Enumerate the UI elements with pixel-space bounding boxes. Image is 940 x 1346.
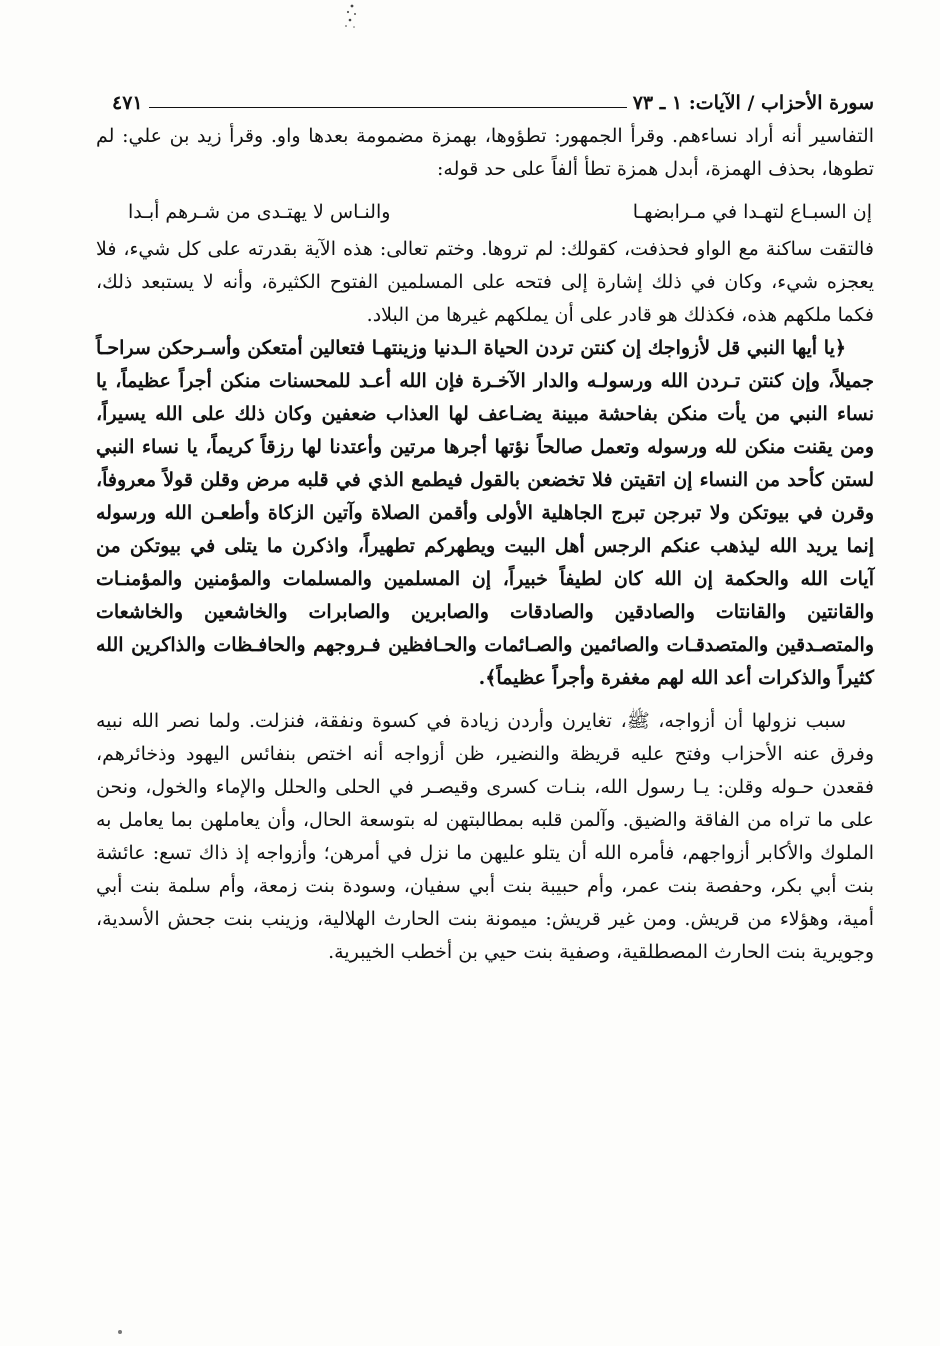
paragraph-3: سبب نزولها أن أزواجه، ﷺ، تغايرن وأردن زيادة في كسوة ونفقة، فنزلت. ولما نصر الله نبيه وفرق عنه الأحزاب وفتح عليه قريظة والنضير، ظن أزواجه أنه اختص بنفائس اليهود وذخائرهم، فقعدن حـوله وقلن: يـا رسول الله، بنـات كسرى وقيصـر في الحلى والحلل والإماء والخول، ونحن على ما تراه من الفاقة والضيق. وآلمن قلبه بمطالبتهن له بتوسعة الحال، وأن يعاملهن بما يعامل به الملوك والأكابر أزواجهم، فأمره الله أن يتلو عليهن ما نزل في أمرهن؛ وأزواجه إذ ذاك تسع: عائشة بنت أبي بكر، وحفصة بنت عمر، وأم حبيبة بنت أبي سفيان، وسودة بنت زمعة، وأم سلمة بنت أبي أمية، وهؤلاء من قريش. ومن غير قريش: ميمونة بنت الحارث الهلالية، وزينب بنت جحش الأسدية، وجويرية بنت الحارث المصطلقية، وصفية بنت حيي بن أخطب الخيبرية. (96, 710, 874, 963)
verse-second-hemistich: والنـاس لا يهتـدى من شـرهم أبـدا (128, 201, 391, 223)
ink-speck-mark (338, 0, 366, 34)
paragraph-2: فالتقت ساكنة مع الواو فحذفت، كقولك: لم تروها. وختم تعالى: هذه الآية بقدرته على كل شيء، فلا يعجزه شيء، وكان في ذلك إشارة إلى فتحه على المسلمين الفتوح الكثيرة، وأنه لا يستبعد ذلك، فكما ملكهم هذه، فكذلك هو قادر على أن يملكهم غيرها من البلاد. (96, 238, 874, 326)
page-number: ٤٧١ (112, 92, 143, 114)
quran-verses-block: ﴿يا أيها النبي قل لأزواجك إن كنتن تردن الحياة الـدنيا وزينتهـا فتعالين أمتعكن وأسـرحكن سراحـاً جميلاً، وإن كنتن تـردن الله ورسولـه والدار الآخـرة فإن الله أعـد للمحسنات منكن أجراً عظيماً، يا نساء النبي من يأت منكن بفاحشة مبينة يضـاعف لها العذاب ضعفين وكان ذلك على الله يسيراً، ومن يقنت منكن لله ورسوله وتعمل صالحاً نؤتها أجرها مرتين وأعتدنا لها رزقاً كريماً، يا نساء النبي لستن كأحد من النساء إن اتقيتن فلا تخضعن بالقول فيطمع الذي في قلبه مرض وقلن قولاً معروفاً، وقرن في بيوتكن ولا تبرجن تبرج الجاهلية الأولى وأقمن الصلاة وآتين الزكاة وأطعـن الله ورسوله إنما يريد الله ليذهب عنكم الرجس أهل البيت ويطهركم تطهيراً، واذكرن ما يتلى في بيوتكن من آيات الله والحكمة إن الله كان لطيفاً خبيراً، إن المسلمين والمسلمات والمؤمنين والمؤمنـات والقانتين والقانتات والصادقين والصادقات والصابرين والصابرات والخاشعين والخاشعات والمتصـدقين والمتصدقـات والصائمين والصـائمات والحـافظين فـروجهم والحافـظات والذاكرين الله كثيراً والذكرات أعد الله لهم مغفرة وأجراً عظيماً﴾. (96, 337, 874, 689)
page-speck (118, 1330, 122, 1334)
poetry-verse (128, 186, 872, 233)
paragraph-1: التفاسير أنه أراد نساءهم. وقرأ الجمهور: تطؤوها، بهمزة مضمومة بعدها واو. وقرأ زيد بن علي: لم تطوها، بحذف الهمزة، أبدل همزة تطأ ألفاً على حد قوله: (96, 125, 874, 180)
surah-title: سورة الأحزاب / الآيات: ١ ـ ٧٣ (632, 92, 874, 114)
header-rule (149, 107, 627, 108)
verse-first-hemistich: إن السبـاع لتهـدا في مـرابضهـا (632, 201, 872, 223)
page-body (96, 120, 874, 969)
running-header (112, 84, 874, 114)
